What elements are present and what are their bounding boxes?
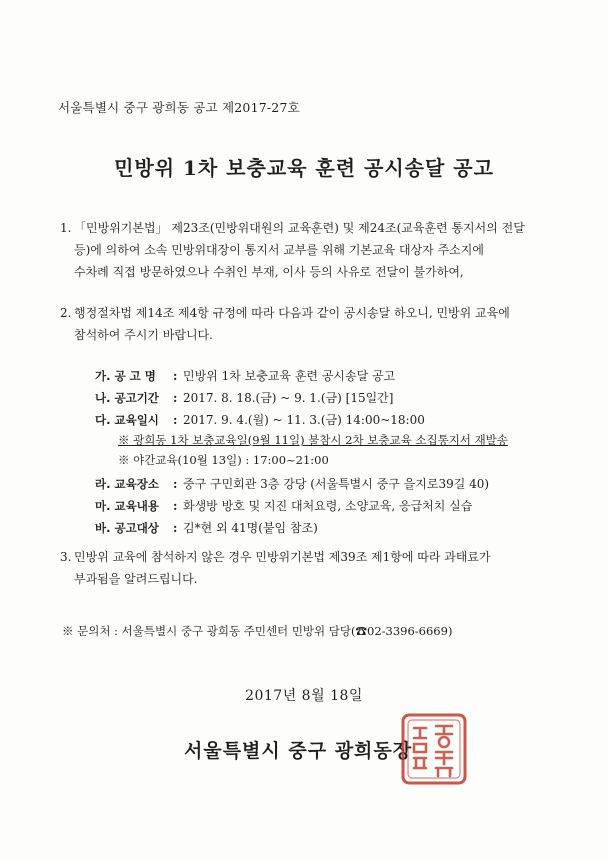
detail-value: 화생방 방호 및 지진 대처요령, 소양교육, 응급처치 실습 (183, 499, 473, 513)
paragraph-line: 「민방위기본법」 제23조(민방위대원의 교육훈련) 및 제24조(교육훈련 통지서의 전달 (74, 221, 525, 235)
official-seal (400, 712, 468, 786)
detail-label: 라. 교육장소 (95, 477, 159, 491)
detail-value: 김*현 외 41명(붙임 참조) (183, 521, 318, 535)
detail-row-title: 가. 공 고 명 : 민방위 1차 보충교육 훈련 공시송달 공고 (95, 366, 395, 386)
paragraph-line: 참석하여 주시기 바랍니다. (74, 328, 213, 342)
notice-number: 서울특별시 중구 광희동 공고 제2017-27호 (58, 100, 300, 115)
detail-row-target: 바. 공고대상 : 김*현 외 41명(붙임 참조) (95, 518, 318, 538)
paragraph-line: 등)에 의하여 소속 민방위대장이 통지서 교부를 위해 기본교육 대상자 주소지에 (74, 243, 484, 257)
schedule-note-text: ※ 야간교육(10월 13일) : 17:00~21:00 (118, 453, 329, 467)
detail-row-datetime: 다. 교육일시 : 2017. 9. 4.(월) ~ 11. 3.(금) 14:00~18:00 (95, 410, 425, 430)
detail-value: 민방위 1차 보충교육 훈련 공시송달 공고 (183, 369, 396, 383)
issue-date: 2017년 8월 18일 (245, 688, 363, 704)
paragraph-line: 부과됨을 알려드립니다. (74, 572, 198, 586)
detail-value: 2017. 8. 18.(금) ~ 9. 1.(금) [15일간] (183, 391, 394, 405)
document-title: 민방위 1차 보충교육 훈련 공시송달 공고 (114, 156, 494, 180)
contact-info: ※ 문의처 : 서울특별시 중구 광희동 주민센터 민방위 담당(☎02-3396-6669) (62, 624, 453, 638)
detail-label: 바. 공고대상 (95, 521, 159, 535)
paragraph-1 (60, 217, 560, 283)
detail-value: 중구 구민회관 3층 강당 (서울특별시 중구 을지로39길 40) (183, 477, 490, 491)
detail-label: 다. 교육일시 (95, 413, 159, 427)
detail-label: 나. 공고기간 (95, 391, 159, 405)
schedule-note-1 (118, 431, 508, 450)
paragraph-line: 행정절차법 제14조 제4항 규정에 따라 다음과 같이 공시송달 하오니, 민방위 교육에 (74, 306, 510, 320)
detail-label: 가. 공 고 명 (95, 369, 156, 383)
issuer-name: 서울특별시 중구 광희동장 (184, 740, 413, 762)
schedule-note-text: ※ 광희동 1차 보충교육일(9월 11일) 불참시 2차 보충교육 소집통지서 재발송 (118, 433, 508, 447)
detail-row-content: 마. 교육내용 : 화생방 방호 및 지진 대처요령, 소양교육, 응급처치 실습 (95, 496, 472, 516)
paragraph-number: 3. (60, 550, 72, 564)
paragraph-3 (60, 546, 560, 590)
detail-row-period: 나. 공고기간 : 2017. 8. 18.(금) ~ 9. 1.(금) [15일간] (95, 388, 393, 408)
paragraph-2 (60, 302, 560, 346)
schedule-note-2 (118, 451, 329, 470)
detail-row-location: 라. 교육장소 : 중구 구민회관 3층 강당 (서울특별시 중구 을지로39길 40) (95, 474, 489, 494)
paragraph-line: 민방위 교육에 참석하지 않은 경우 민방위기본법 제39조 제1항에 따라 과태료가 (74, 550, 491, 564)
detail-value: 2017. 9. 4.(월) ~ 11. 3.(금) 14:00~18:00 (183, 413, 425, 427)
paragraph-number: 2. (60, 306, 72, 320)
paragraph-line: 수차례 직접 방문하였으나 수취인 부재, 이사 등의 사유로 전달이 불가하여, (74, 265, 464, 279)
paragraph-number: 1. (60, 221, 72, 235)
detail-label: 마. 교육내용 (95, 499, 159, 513)
